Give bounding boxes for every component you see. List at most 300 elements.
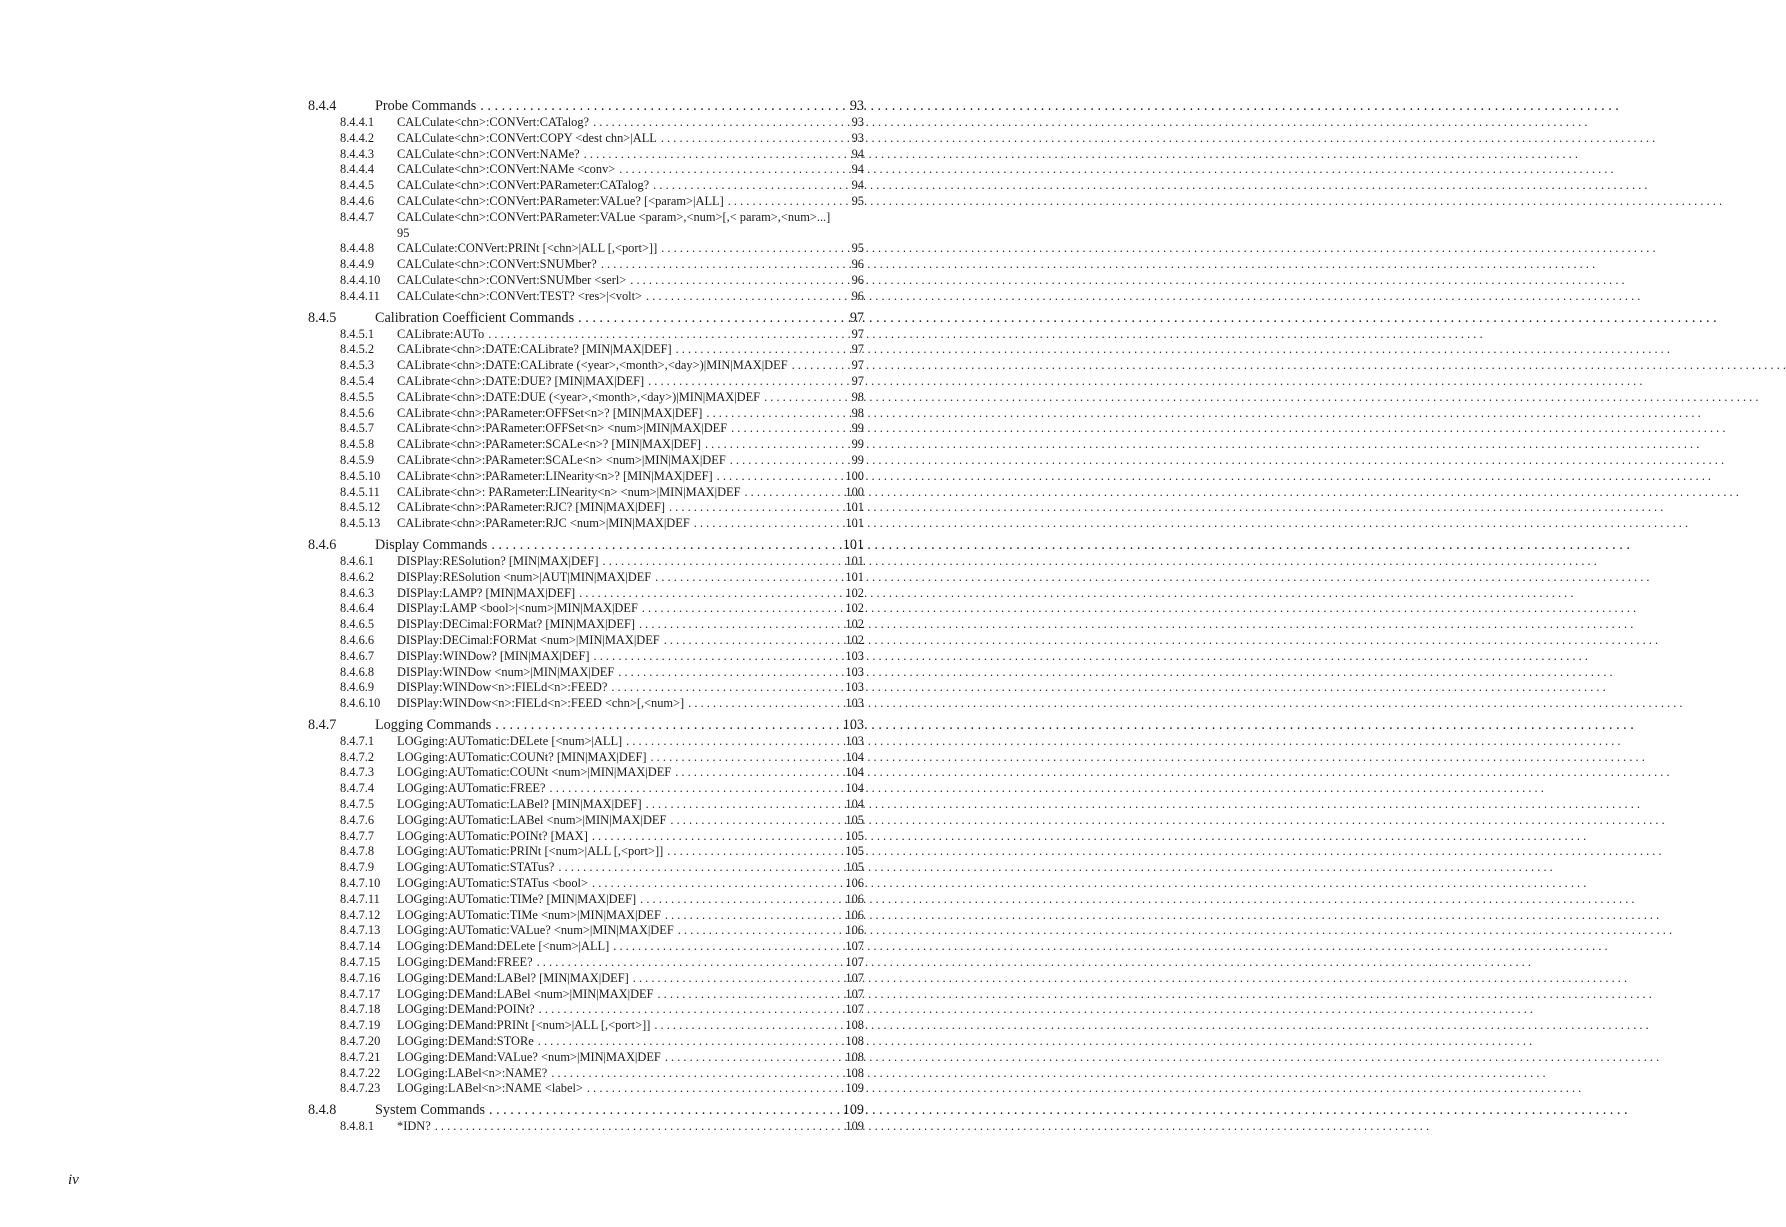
page-number-ref: 107 <box>845 970 864 985</box>
toc-entry[interactable] <box>308 453 864 469</box>
toc-entry[interactable] <box>308 437 864 453</box>
toc-entry[interactable] <box>308 162 864 178</box>
entry-number: 8.4.7.13 <box>340 923 381 938</box>
entry-title: LOGging:AUTomatic:FREE? <box>397 781 546 796</box>
toc-entry[interactable] <box>308 147 864 163</box>
entry-title: CALCulate<chn>:CONVert:PARameter:CATalog? <box>397 178 650 193</box>
toc-section-heading[interactable] <box>308 1101 864 1119</box>
entry-title: DISPlay:WINDow<n>:FIELd<n>:FEED? <box>397 680 608 695</box>
toc-entry[interactable] <box>308 570 864 586</box>
entry-number: 8.4.5.2 <box>340 342 375 357</box>
page-number-ref: 96 <box>851 257 864 272</box>
entry-title: LOGging:DEMand:FREE? <box>397 955 533 970</box>
section-title: Calibration Coefficient Commands <box>375 309 575 326</box>
entry-number: 8.4.4.5 <box>340 178 375 193</box>
page-number-ref: 100 <box>845 484 864 499</box>
entry-title: CALibrate<chn>: PARameter:LINearity<n> <num>|MIN|MAX|DEF <box>397 484 741 499</box>
entry-number: 8.4.6.2 <box>340 569 375 584</box>
toc-entry[interactable] <box>308 680 864 696</box>
entry-number: 8.4.7.2 <box>340 749 375 764</box>
page-number-ref: 105 <box>845 860 864 875</box>
dot-leader <box>622 734 842 750</box>
toc-entry[interactable] <box>308 1081 864 1097</box>
dot-leader <box>726 453 849 469</box>
entry-title: CALCulate:CONVert:PRINt [<chn>|ALL [,<port>]] <box>397 241 658 256</box>
dot-leader <box>727 421 849 437</box>
entry-number: 8.4.5.9 <box>340 452 375 467</box>
dot-leader <box>644 374 849 390</box>
entry-title: LOGging:DEMand:DELete [<num>|ALL] <box>397 939 610 954</box>
toc-entry[interactable] <box>308 342 864 358</box>
toc-entry[interactable] <box>308 257 864 273</box>
toc-entry[interactable] <box>308 876 864 892</box>
entry-number: 8.4.7.18 <box>340 1002 381 1017</box>
dot-leader <box>599 554 843 570</box>
dot-leader <box>554 860 842 876</box>
section-number: 8.4.5 <box>308 309 337 326</box>
toc-entry[interactable] <box>308 1066 864 1082</box>
section-number: 8.4.7 <box>308 716 337 733</box>
entry-number: 8.4.7.4 <box>340 781 375 796</box>
entry-title: CALCulate<chn>:CONVert:PARameter:VALue <param>,<num>[,< param>,<num>...] <box>397 209 831 224</box>
page-number-ref: 102 <box>845 601 864 616</box>
toc-entry[interactable] <box>308 971 864 987</box>
toc-entry[interactable] <box>308 955 864 971</box>
dot-leader <box>547 1066 842 1082</box>
entry-title: CALCulate<chn>:CONVert:SNUMber? <box>397 257 597 272</box>
entry-number: 8.4.6.10 <box>340 696 381 711</box>
page-number-ref: 97 <box>851 358 864 373</box>
page-number-ref: 95 <box>851 193 864 208</box>
entry-title: CALCulate<chn>:CONVert:NAMe <conv> <box>397 162 616 177</box>
toc-section-heading[interactable] <box>308 536 864 554</box>
toc-entry[interactable] <box>308 131 864 147</box>
page-number-ref: 108 <box>845 1018 864 1033</box>
dot-leader <box>635 617 842 633</box>
toc-entry[interactable] <box>308 241 864 257</box>
page-number-ref: 109 <box>845 1081 864 1096</box>
entry-number: 8.4.7.6 <box>340 812 375 827</box>
entry-title: CALibrate<chn>:DATE:CALibrate (<year>,<month>,<day>)|MIN|MAX|DEF <box>397 358 788 373</box>
section-title: System Commands <box>375 1102 485 1119</box>
section-number: 8.4.4 <box>308 98 337 114</box>
entry-number: 8.4.7.5 <box>340 797 375 812</box>
page-number: iv <box>68 1172 79 1188</box>
toc-entry[interactable] <box>308 892 864 908</box>
dot-leader <box>574 309 847 327</box>
page-number-ref: 100 <box>845 468 864 483</box>
toc-entry[interactable] <box>308 358 864 374</box>
entry-number: 8.4.6.3 <box>340 585 375 600</box>
entry-number: 8.4.6.9 <box>340 680 375 695</box>
entry-number: 8.4.7.12 <box>340 907 381 922</box>
entry-number: 8.4.4.2 <box>340 130 375 145</box>
toc-entry[interactable] <box>308 829 864 845</box>
entry-title: LOGging:AUTomatic:VALue? <num>|MIN|MAX|DEF <box>397 923 674 938</box>
dot-leader <box>588 876 842 892</box>
page-number-ref: 106 <box>845 923 864 938</box>
entry-number: 8.4.5.8 <box>340 437 375 452</box>
entry-title: CALCulate<chn>:CONVert:NAMe? <box>397 146 580 161</box>
page-number-ref: 99 <box>851 452 864 467</box>
entry-title: CALibrate<chn>:PARameter:LINearity<n>? [MIN|MAX|DEF] <box>397 468 713 483</box>
page-number-ref: 106 <box>845 907 864 922</box>
page-number-ref: 101 <box>845 500 864 515</box>
toc-entry[interactable] <box>308 390 864 406</box>
dot-leader <box>657 131 849 147</box>
page-number-ref: 97 <box>851 373 864 388</box>
entry-title: CALibrate<chn>:PARameter:OFFSet<n> <num>|MIN|MAX|DEF <box>397 421 728 436</box>
page-number-ref: 103 <box>845 680 864 695</box>
dot-leader <box>491 716 839 734</box>
entry-number: 8.4.6.4 <box>340 601 375 616</box>
page-number-ref: 102 <box>845 632 864 647</box>
dot-leader <box>642 289 849 305</box>
entry-title: CALibrate<chn>:PARameter:OFFSet<n>? [MIN|MAX|DEF] <box>397 405 703 420</box>
page-number-ref: 102 <box>845 585 864 600</box>
page-number-ref: 101 <box>845 516 864 531</box>
entry-number: 8.4.6.7 <box>340 648 375 663</box>
entry-number: 8.4.4.1 <box>340 115 375 129</box>
page-number-ref: 107 <box>845 1002 864 1017</box>
page-number-ref: 99 <box>851 437 864 452</box>
entry-number: 8.4.4.4 <box>340 162 375 177</box>
section-title: Display Commands <box>375 536 488 553</box>
entry-number: 8.4.7.16 <box>340 970 381 985</box>
entry-title: DISPlay:DECimal:FORMat? [MIN|MAX|DEF] <box>397 617 635 632</box>
entry-title: DISPlay:WINDow <num>|MIN|MAX|DEF <box>397 664 615 679</box>
dot-leader <box>646 750 842 766</box>
entry-title: CALibrate<chn>:DATE:CALibrate? [MIN|MAX|DEF] <box>397 342 672 357</box>
dot-leader <box>626 273 848 289</box>
entry-number: 8.4.5.7 <box>340 421 375 436</box>
entry-number: 8.4.7.19 <box>340 1018 381 1033</box>
dot-leader <box>760 390 849 406</box>
section-number: 8.4.6 <box>308 536 337 553</box>
toc-entry[interactable] <box>308 797 864 813</box>
page-number-ref: 104 <box>845 765 864 780</box>
dot-leader <box>597 257 849 273</box>
entry-number: 8.4.5.5 <box>340 389 375 404</box>
toc-entry[interactable] <box>308 987 864 1003</box>
entry-number: 8.4.6.1 <box>340 553 375 568</box>
page-number-ref: 101 <box>845 553 864 568</box>
dot-leader <box>589 115 849 131</box>
entry-title: DISPlay:RESolution? [MIN|MAX|DEF] <box>397 553 599 568</box>
toc-entry[interactable] <box>308 194 864 210</box>
dot-leader <box>674 923 843 939</box>
dot-leader <box>580 147 849 163</box>
entry-title: *IDN? <box>397 1119 431 1134</box>
dot-leader <box>636 892 842 908</box>
entry-title: CALibrate<chn>:PARameter:RJC <num>|MIN|MAX|DEF <box>397 516 690 531</box>
dot-leader <box>534 1034 843 1050</box>
entry-title: DISPlay:LAMP <bool>|<num>|MIN|MAX|DEF <box>397 601 638 616</box>
dot-leader <box>485 1101 840 1119</box>
entry-number: 8.4.7.3 <box>340 765 375 780</box>
page-number-ref: 99 <box>851 421 864 436</box>
toc-entry[interactable] <box>308 210 864 242</box>
page-number-ref: 95 <box>397 225 410 240</box>
entry-number: 8.4.7.22 <box>340 1065 381 1080</box>
toc-entry[interactable] <box>308 649 864 665</box>
dot-leader <box>629 971 843 987</box>
toc-entry[interactable] <box>308 421 864 437</box>
entry-title: LOGging:AUTomatic:COUNt <num>|MIN|MAX|DEF <box>397 765 672 780</box>
dot-leader <box>651 570 842 586</box>
entry-title: DISPlay:DECimal:FORMat <num>|MIN|MAX|DEF <box>397 632 660 647</box>
page-number-ref: 98 <box>851 405 864 420</box>
page-number-ref: 103 <box>845 664 864 679</box>
toc-entry[interactable] <box>308 406 864 422</box>
entry-number: 8.4.5.13 <box>340 516 381 531</box>
toc-entry[interactable] <box>308 500 864 516</box>
entry-title: LOGging:DEMand:LABel <num>|MIN|MAX|DEF <box>397 986 654 1001</box>
page-number-ref: 98 <box>851 389 864 404</box>
toc-entry[interactable] <box>308 516 864 532</box>
page-number-ref: 107 <box>845 939 864 954</box>
toc-entry[interactable] <box>308 1018 864 1034</box>
entry-number: 8.4.5.12 <box>340 500 381 515</box>
entry-number: 8.4.7.15 <box>340 955 381 970</box>
page-number-ref: 101 <box>845 569 864 584</box>
entry-number: 8.4.7.21 <box>340 1049 381 1064</box>
entry-title: CALibrate<chn>:DATE:DUE? [MIN|MAX|DEF] <box>397 373 645 388</box>
entry-number: 8.4.6.5 <box>340 617 375 632</box>
dot-leader <box>588 829 843 845</box>
entry-number: 8.4.5.3 <box>340 358 375 373</box>
dot-leader <box>663 844 842 860</box>
page-number-ref: 108 <box>845 1065 864 1080</box>
dot-leader <box>661 1050 843 1066</box>
toc-entry[interactable] <box>308 327 864 343</box>
toc-entry[interactable] <box>308 601 864 617</box>
dot-leader <box>487 536 839 554</box>
dot-leader <box>607 680 842 696</box>
entry-number: 8.4.7.14 <box>340 939 381 954</box>
toc-section-heading[interactable] <box>308 97 864 115</box>
entry-title: CALCulate<chn>:CONVert:PARameter:VALue? [<param>|ALL] <box>397 193 724 208</box>
toc-entry[interactable] <box>308 1050 864 1066</box>
page-number-ref: 106 <box>845 891 864 906</box>
page-number-ref: 102 <box>845 617 864 632</box>
page-number-ref: 97 <box>849 309 864 326</box>
entry-title: CALibrate<chn>:PARameter:SCALe<n> <num>|MIN|MAX|DEF <box>397 452 726 467</box>
entry-number: 8.4.6.8 <box>340 664 375 679</box>
page-number-ref: 95 <box>851 241 864 256</box>
dot-leader <box>533 955 843 971</box>
entry-number: 8.4.7.9 <box>340 860 375 875</box>
entry-number: 8.4.7.11 <box>340 891 380 906</box>
entry-number: 8.4.5.4 <box>340 373 375 388</box>
dot-leader <box>661 908 843 924</box>
toc-entry[interactable] <box>308 633 864 649</box>
entry-number: 8.4.7.8 <box>340 844 375 859</box>
entry-number: 8.4.4.8 <box>340 241 375 256</box>
dot-leader <box>535 1002 843 1018</box>
entry-title: LOGging:AUTomatic:COUNt? [MIN|MAX|DEF] <box>397 749 647 764</box>
toc-entry[interactable] <box>308 781 864 797</box>
dot-leader <box>609 939 842 955</box>
section-number: 8.4.8 <box>308 1102 337 1119</box>
toc-entry[interactable] <box>308 178 864 194</box>
entry-title: LOGging:AUTomatic:LABel <num>|MIN|MAX|DEF <box>397 812 667 827</box>
toc-entry[interactable] <box>308 734 864 750</box>
dot-leader <box>788 358 849 374</box>
dot-leader <box>740 485 842 501</box>
dot-leader <box>590 649 843 665</box>
entry-title: LOGging:AUTomatic:STATus? <box>397 860 555 875</box>
page-number-ref: 103 <box>845 696 864 711</box>
page-number-ref: 108 <box>845 1034 864 1049</box>
dot-leader <box>702 406 848 422</box>
dot-leader <box>665 500 842 516</box>
dot-leader <box>690 516 843 532</box>
entry-number: 8.4.4.6 <box>340 193 375 208</box>
entry-title: CALCulate<chn>:CONVert:TEST? <res>|<volt> <box>397 288 643 303</box>
toc-section-heading[interactable] <box>308 716 864 734</box>
dot-leader <box>672 342 849 358</box>
entry-title: LOGging:DEMand:LABel? [MIN|MAX|DEF] <box>397 970 629 985</box>
toc-entry[interactable] <box>308 617 864 633</box>
toc-entry[interactable] <box>308 1119 864 1135</box>
entry-title: LOGging:AUTomatic:LABel? [MIN|MAX|DEF] <box>397 797 642 812</box>
page-number-ref: 96 <box>851 288 864 303</box>
page-number-ref: 103 <box>845 733 864 748</box>
page-number-ref: 94 <box>851 178 864 193</box>
dot-leader <box>583 1081 842 1097</box>
page-number-ref: 93 <box>851 130 864 145</box>
dot-leader <box>642 797 843 813</box>
entry-number: 8.4.7.7 <box>340 828 375 843</box>
page-number-ref: 103 <box>842 716 864 733</box>
toc-entry[interactable] <box>308 586 864 602</box>
toc-entry[interactable] <box>308 844 864 860</box>
dot-leader <box>431 1119 843 1135</box>
page-number-ref: 105 <box>845 812 864 827</box>
toc-entry[interactable] <box>308 696 864 712</box>
page-number-ref: 109 <box>842 1102 864 1119</box>
entry-number: 8.4.4.11 <box>340 288 380 303</box>
page-number-ref: 106 <box>845 876 864 891</box>
entry-title: CALibrate<chn>:PARameter:RJC? [MIN|MAX|DEF] <box>397 500 665 515</box>
entry-number: 8.4.7.20 <box>340 1034 381 1049</box>
toc-entry[interactable] <box>308 374 864 390</box>
entry-title: LOGging:LABel<n>:NAME? <box>397 1065 548 1080</box>
toc-entry[interactable] <box>308 469 864 485</box>
entry-number: 8.4.5.6 <box>340 405 375 420</box>
dot-leader <box>614 665 842 681</box>
page-number-ref: 107 <box>845 955 864 970</box>
entry-number: 8.4.7.1 <box>340 733 375 748</box>
entry-title: CALCulate<chn>:CONVert:COPY <dest chn>|ALL <box>397 130 657 145</box>
entry-title: CALibrate<chn>:PARameter:SCALe<n>? [MIN|MAX|DEF] <box>397 437 701 452</box>
page-number-ref: 105 <box>845 844 864 859</box>
page-number-ref: 97 <box>851 342 864 357</box>
entry-title: DISPlay:WINDow? [MIN|MAX|DEF] <box>397 648 590 663</box>
entry-title: LOGging:AUTomatic:TIMe <num>|MIN|MAX|DEF <box>397 907 661 922</box>
entry-number: 8.4.4.10 <box>340 272 381 287</box>
dot-leader <box>724 194 849 210</box>
entry-title: LOGging:AUTomatic:TIMe? [MIN|MAX|DEF] <box>397 891 637 906</box>
toc-entry[interactable] <box>308 939 864 955</box>
entry-title: LOGging:AUTomatic:POINt? [MAX] <box>397 828 588 843</box>
entry-title: CALibrate:AUTo <box>397 326 485 341</box>
dot-leader <box>684 696 842 712</box>
dot-leader <box>638 601 843 617</box>
entry-number: 8.4.4.7 <box>340 209 375 224</box>
page-number-ref: 104 <box>845 781 864 796</box>
toc-entry[interactable] <box>308 273 864 289</box>
toc-entry[interactable] <box>308 554 864 570</box>
entry-title: CALCulate<chn>:CONVert:CATalog? <box>397 115 590 129</box>
section-title: Probe Commands <box>375 98 477 114</box>
dot-leader <box>575 586 842 602</box>
entry-title: LOGging:AUTomatic:DELete [<num>|ALL] <box>397 733 623 748</box>
entry-number: 8.4.5.10 <box>340 468 381 483</box>
entry-title: LOGging:DEMand:VALue? <num>|MIN|MAX|DEF <box>397 1049 661 1064</box>
toc-entry[interactable] <box>308 765 864 781</box>
table-of-contents <box>308 97 864 1135</box>
dot-leader <box>713 469 843 485</box>
entry-title: DISPlay:RESolution <num>|AUT|MIN|MAX|DEF <box>397 569 652 584</box>
entry-number: 8.4.6.6 <box>340 632 375 647</box>
page-number-ref: 108 <box>845 1049 864 1064</box>
entry-title: LOGging:LABel<n>:NAME <label> <box>397 1081 583 1096</box>
toc-entry[interactable] <box>308 923 864 939</box>
dot-leader <box>476 97 847 115</box>
toc-entry[interactable] <box>308 289 864 305</box>
entry-title: DISPlay:LAMP? [MIN|MAX|DEF] <box>397 585 576 600</box>
section-title: Logging Commands <box>375 716 492 733</box>
entry-title: CALCulate<chn>:CONVert:SNUMber <serl> <box>397 272 627 287</box>
entry-title: DISPlay:WINDow<n>:FIELd<n>:FEED <chn>[,<num>] <box>397 696 685 711</box>
entry-number: 8.4.5.11 <box>340 484 380 499</box>
toc-entry[interactable] <box>308 665 864 681</box>
page-number-ref: 94 <box>851 162 864 177</box>
page-number-ref: 103 <box>845 648 864 663</box>
page-number-ref: 107 <box>845 986 864 1001</box>
toc-entry[interactable] <box>308 1034 864 1050</box>
toc-entry[interactable] <box>308 485 864 501</box>
toc-entry[interactable] <box>308 750 864 766</box>
entry-title: CALibrate<chn>:DATE:DUE (<year>,<month>,<day>)|MIN|MAX|DEF <box>397 389 761 404</box>
entry-number: 8.4.4.3 <box>340 146 375 161</box>
toc-entry[interactable] <box>308 860 864 876</box>
dot-leader <box>701 437 849 453</box>
page-number-ref: 101 <box>842 536 864 553</box>
dot-leader <box>615 162 848 178</box>
entry-number: 8.4.7.10 <box>340 876 381 891</box>
entry-title: LOGging:DEMand:STORe <box>397 1034 534 1049</box>
dot-leader <box>653 987 842 1003</box>
dot-leader <box>484 327 848 343</box>
dot-leader <box>671 765 842 781</box>
toc-entry[interactable] <box>308 1002 864 1018</box>
entry-title: LOGging:DEMand:POINt? <box>397 1002 535 1017</box>
page-number-ref: 96 <box>851 272 864 287</box>
toc-entry[interactable] <box>308 908 864 924</box>
toc-entry[interactable] <box>308 813 864 829</box>
page-number-ref: 93 <box>851 115 864 129</box>
toc-entry[interactable] <box>308 115 864 131</box>
dot-leader <box>666 813 842 829</box>
toc-section-heading[interactable] <box>308 309 864 327</box>
page-number-ref: 97 <box>851 326 864 341</box>
entry-title: LOGging:DEMand:PRINt [<num>|ALL [,<port>]] <box>397 1018 651 1033</box>
entry-number: 8.4.7.23 <box>340 1081 381 1096</box>
dot-leader <box>650 1018 842 1034</box>
